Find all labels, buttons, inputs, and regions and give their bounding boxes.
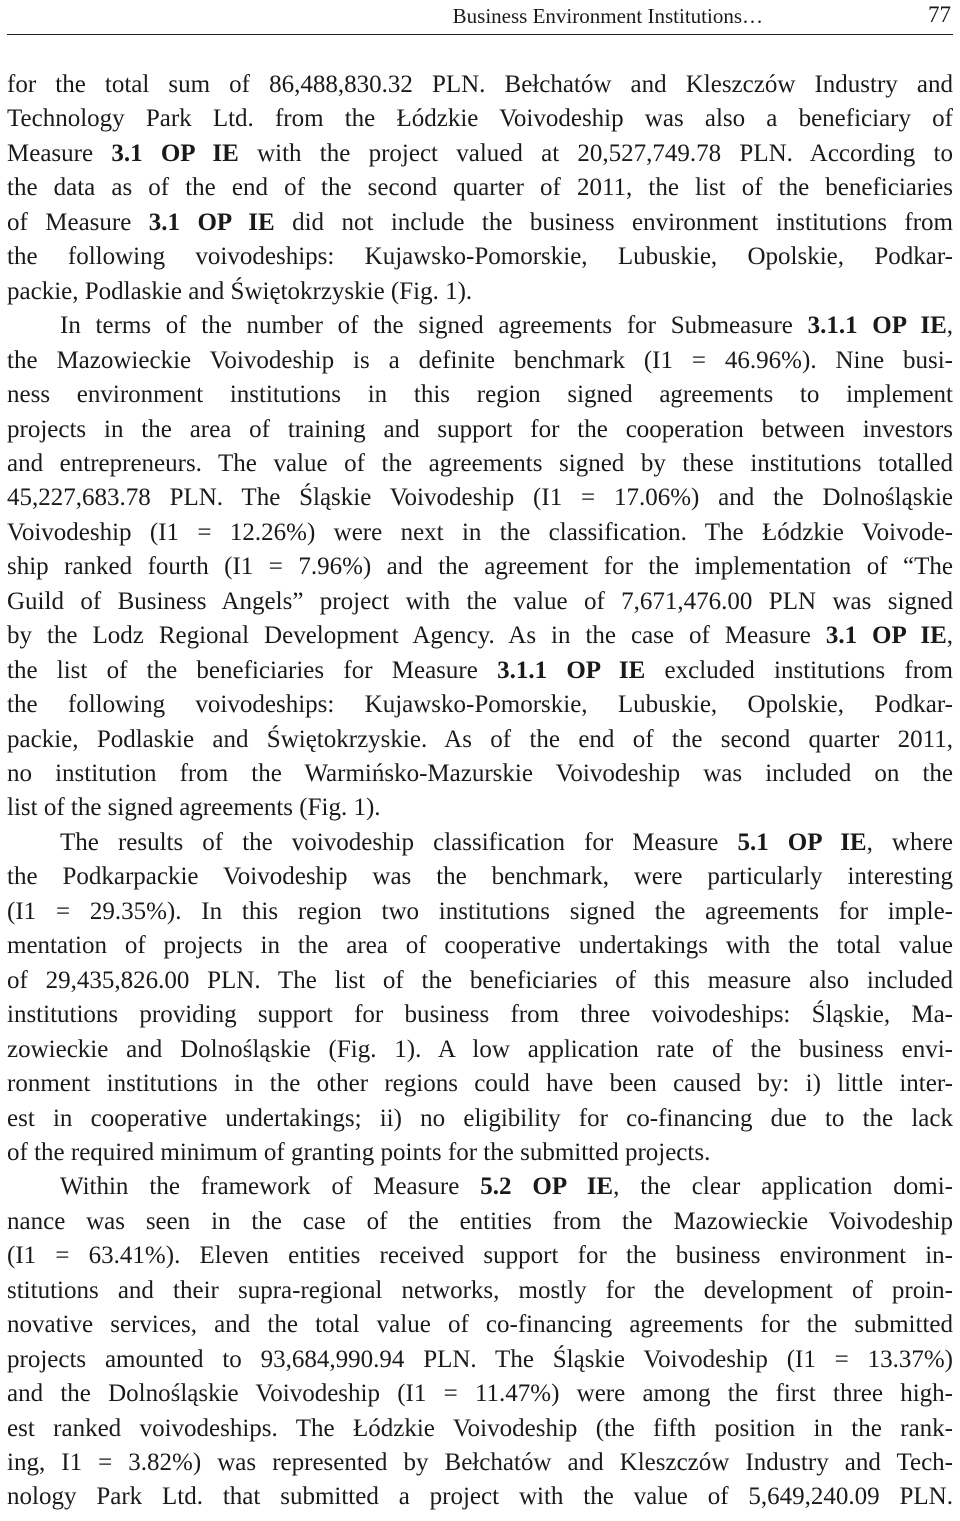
- text-run: ronment institutions in the other regions could have been caused by: i) little inter-: [7, 1070, 953, 1098]
- text-line: [7, 240, 953, 274]
- text-run: the Mazowieckie Voivodeship is a definite benchmark (I1 = 46.96%). Nine busi-: [7, 346, 953, 374]
- text-run: 45,227,683.78 PLN. The Śląskie Voivodeship (I1 = 17.06%) and the Dolnośląskie: [7, 484, 953, 512]
- text-run: , where: [866, 828, 954, 856]
- text-run: Voivodeship (I1 = 12.26%) were next in the classification. The Łódzkie Voivode-: [7, 518, 953, 546]
- text-run: ness environment institutions in this region signed agreements to implement: [7, 381, 953, 409]
- text-line: [7, 1343, 953, 1377]
- text-line: [7, 585, 953, 619]
- text-line: [7, 1239, 953, 1273]
- text-run: projects in the area of training and support for the cooperation between investors: [7, 415, 953, 443]
- text-run: and the Dolnośląskie Voivodeship (I1 = 11.47%) were among the first three high-: [7, 1380, 953, 1408]
- text-line: [7, 206, 953, 240]
- text-line: [7, 1446, 953, 1480]
- text-run: nance was seen in the case of the entities from the Mazowieckie Voivodeship: [7, 1207, 953, 1235]
- text-line: [7, 998, 953, 1032]
- text-run: Guild of Business Angels” project with the value of 7,671,476.00 PLN was signed: [7, 587, 953, 615]
- text-run: nology Park Ltd. that submitted a project with the value of 5,649,240.09 PLN.: [7, 1483, 953, 1511]
- text-run: est ranked voivodeships. The Łódzkie Voivodeship (the fifth position in the rank-: [7, 1414, 953, 1442]
- text-line: [7, 1136, 953, 1170]
- text-run: institutions providing support for business from three voivodeships: Śląskie, Ma-: [7, 1001, 953, 1029]
- text-run: the following voivodeships: Kujawsko-Pomorskie, Lubuskie, Opolskie, Podkar-: [7, 691, 953, 719]
- text-line: [7, 481, 953, 515]
- text-run: the Podkarpackie Voivodeship was the benchmark, were particularly interesting: [7, 863, 953, 891]
- bold-term: 3.1 OP IE: [148, 208, 275, 236]
- text-line: [7, 378, 953, 412]
- text-run: mentation of projects in the area of cooperative undertakings with the total value: [7, 932, 953, 960]
- bold-term: 5.1 OP IE: [737, 828, 867, 856]
- text-line: [7, 791, 953, 825]
- text-run: list of the signed agreements (Fig. 1).: [7, 794, 381, 822]
- text-run: ,: [946, 622, 953, 650]
- text-run: the data as of the end of the second quarter of 2011, the list of the beneficiaries: [7, 174, 953, 202]
- text-line: [7, 516, 953, 550]
- text-run: (I1 = 63.41%). Eleven entities received support for the business environment in-: [7, 1242, 953, 1270]
- text-run: excluded institutions from: [645, 656, 953, 684]
- running-title: Business Environment Institutions…: [452, 4, 763, 28]
- text-run: novative services, and the total value of co-financing agreements for the submitted: [7, 1311, 953, 1339]
- text-line: [60, 826, 953, 860]
- text-run: projects amounted to 93,684,990.94 PLN. The Śląskie Voivodeship (I1 = 13.37%): [7, 1345, 953, 1373]
- text-run: Measure: [7, 139, 112, 167]
- text-line: [7, 1412, 953, 1446]
- text-line: [7, 1205, 953, 1239]
- text-run: ing, I1 = 3.82%) was represented by Bełchatów and Kleszczów Industry and Tech-: [7, 1449, 953, 1476]
- text-run: Technology Park Ltd. from the Łódzkie Voivodeship was also a beneficiary of: [7, 105, 953, 133]
- page-number: 77: [928, 2, 951, 27]
- text-line: [7, 964, 953, 998]
- text-line: [7, 654, 953, 688]
- text-run: stitutions and their supra-regional networks, mostly for the development of proin-: [7, 1276, 953, 1304]
- text-run: of 29,435,826.00 PLN. The list of the beneficiaries of this measure also included: [7, 966, 953, 994]
- text-run: ship ranked fourth (I1 = 7.96%) and the agreement for the implementation of “The: [7, 553, 953, 581]
- text-line: [7, 447, 953, 481]
- text-run: did not include the business environment institutions from: [274, 208, 953, 236]
- text-line: [60, 1170, 953, 1204]
- text-line: [7, 929, 953, 963]
- text-run: In terms of the number of the signed agreements for Submeasure: [60, 312, 808, 340]
- text-line: [7, 895, 953, 929]
- text-line: [7, 137, 953, 171]
- bold-term: 3.1.1 OP IE: [807, 312, 947, 340]
- text-run: packie, Podlaskie and Świętokrzyskie. As of the end of the second quarter 2011,: [7, 725, 953, 753]
- bold-term: 5.2 OP IE: [480, 1173, 614, 1201]
- text-run: the following voivodeships: Kujawsko-Pomorskie, Lubuskie, Opolskie, Podkar-: [7, 243, 953, 271]
- bold-term: 3.1 OP IE: [111, 139, 239, 167]
- text-run: by the Lodz Regional Development Agency. As in the case of Measure: [7, 622, 826, 650]
- text-run: Within the framework of Measure: [60, 1173, 481, 1201]
- text-line: [7, 1377, 953, 1411]
- text-line: [7, 413, 953, 447]
- text-line: [7, 757, 953, 791]
- text-run: , the clear application domi-: [613, 1173, 953, 1201]
- text-run: ,: [946, 312, 953, 340]
- text-run: The results of the voivodeship classification for Measure: [60, 828, 738, 856]
- text-run: est in cooperative undertakings; ii) no eligibility for co-financing due to the lack: [7, 1104, 953, 1132]
- text-line: [7, 723, 953, 757]
- text-line: [60, 309, 953, 343]
- text-run: packie, Podlaskie and Świętokrzyskie (Fig. 1).: [7, 277, 473, 305]
- running-header: [7, 0, 953, 35]
- text-line: [7, 275, 953, 309]
- text-run: (I1 = 29.35%). In this region two institutions signed the agreements for imple-: [7, 897, 953, 925]
- text-run: with the project valued at 20,527,749.78 PLN. According to: [238, 139, 953, 167]
- text-line: [7, 1067, 953, 1101]
- text-line: [7, 1274, 953, 1308]
- text-line: [7, 1033, 953, 1067]
- text-line: [7, 688, 953, 722]
- text-line: [7, 171, 953, 205]
- text-line: [7, 860, 953, 894]
- bold-term: 3.1 OP IE: [825, 622, 947, 650]
- text-run: the list of the beneficiaries for Measure: [7, 656, 498, 684]
- text-line: [7, 619, 953, 653]
- text-run: no institution from the Warmińsko-Mazurskie Voivodeship was included on the: [7, 760, 953, 787]
- text-line: [7, 550, 953, 584]
- text-line: [7, 344, 953, 378]
- bold-term: 3.1.1 OP IE: [497, 656, 646, 684]
- text-run: of the required minimum of granting points for the submitted projects.: [7, 1138, 711, 1166]
- text-line: [7, 1480, 953, 1514]
- text-run: zowieckie and Dolnośląskie (Fig. 1). A low application rate of the business envi-: [7, 1035, 953, 1063]
- text-run: and entrepreneurs. The value of the agreements signed by these institutions totalled: [7, 449, 953, 477]
- text-line: [7, 1102, 953, 1136]
- text-line: [7, 68, 953, 102]
- text-run: for the total sum of 86,488,830.32 PLN. Bełchatów and Kleszczów Industry and: [7, 71, 953, 98]
- text-line: [7, 102, 953, 136]
- text-line: [7, 1308, 953, 1342]
- text-run: of Measure: [7, 208, 149, 236]
